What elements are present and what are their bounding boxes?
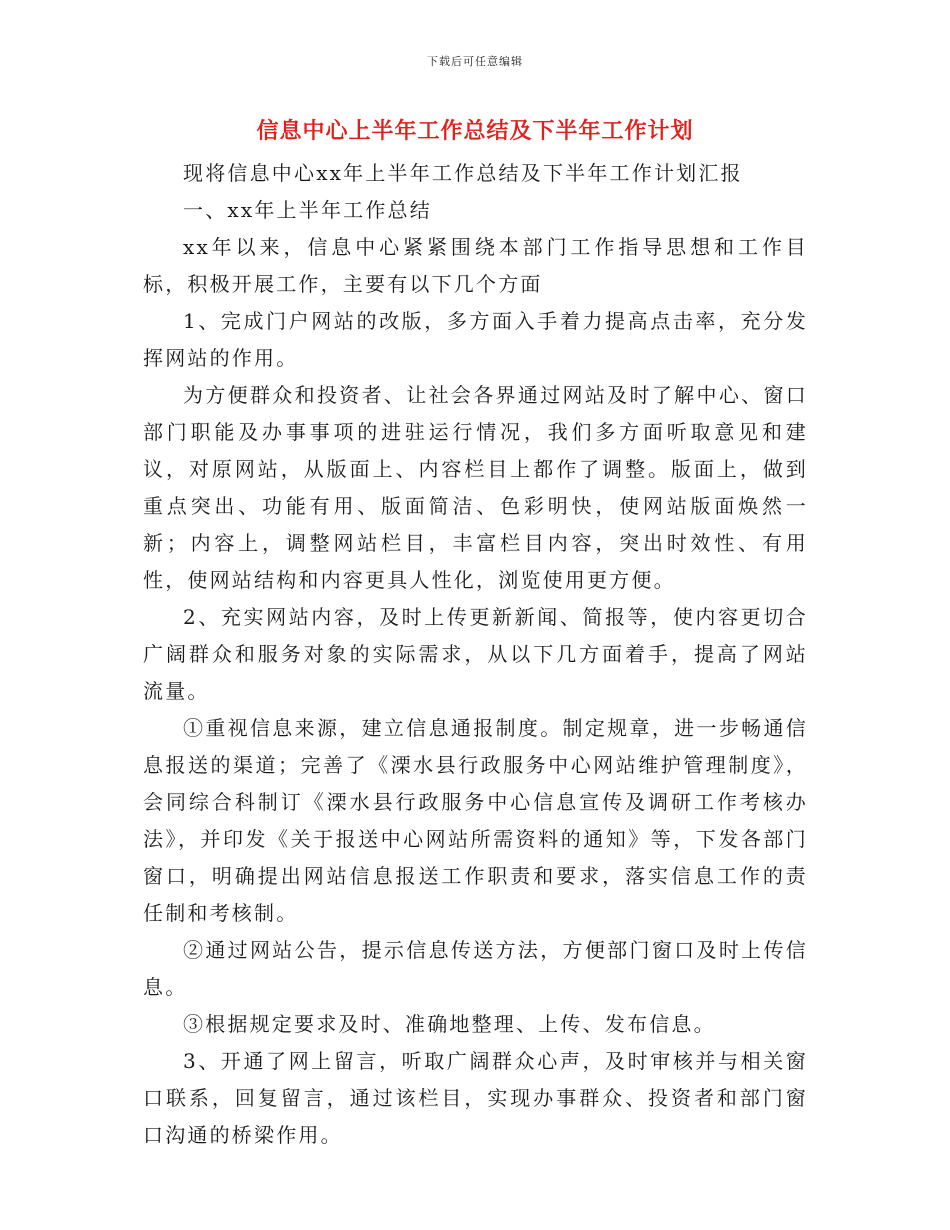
paragraph-subitem-2: ②通过网站公告，提示信息传送方法，方便部门窗口及时上传信息。 bbox=[143, 938, 808, 999]
header-note: 下载后可任意编辑 bbox=[427, 55, 523, 68]
paragraph-item-2: 2、充实网站内容，及时上传更新新闻、简报等，使内容更切合广阔群众和服务对象的实际需求，从以下几方面着手，提高了网站流量。 bbox=[143, 605, 808, 703]
section-heading: 一、xx年上半年工作总结 bbox=[183, 198, 432, 222]
paragraph-item-1: 1、完成门户网站的改版，多方面入手着力提高点击率，充分发挥网站的作用。 bbox=[143, 309, 808, 370]
paragraph-intro: 现将信息中心xx年上半年工作总结及下半年工作计划汇报 bbox=[183, 161, 743, 185]
paragraph-item-3: 3、开通了网上留言，听取广阔群众心声，及时审核并与相关窗口联系，回复留言，通过该栏目，实现办事群众、投资者和部门窗口沟通的桥梁作用。 bbox=[143, 1049, 808, 1147]
paragraph-subitem-1: ①重视信息来源，建立信息通报制度。制定规章，进一步畅通信息报送的渠道；完善了《溧水县行政服务中心网站维护管理制度》，会同综合科制订《溧水县行政服务中心信息宣传及调研工作考核办法》，并印发《关于报送中心网站所需资料的通知》等，下发各部门窗口，明确提出网站信息报送工作职责和要求，落实信息工作的责任制和考核制。 bbox=[143, 716, 808, 925]
paragraph-subitem-3: ③根据规定要求及时、准确地整理、上传、发布信息。 bbox=[183, 1012, 716, 1036]
paragraph-website-redesign: 为方便群众和投资者、让社会各界通过网站及时了解中心、窗口部门职能及办事事项的进驻运行情况，我们多方面听取意见和建议，对原网站，从版面上、内容栏目上都作了调整。版面上，做到重点突出、功能有用、版面简洁、色彩明快，使网站版面焕然一新；内容上，调整网站栏目，丰富栏目内容，突出时效性、有用性，使网站结构和内容更具人性化，浏览使用更方便。 bbox=[143, 383, 808, 592]
paragraph-overview: xx年以来，信息中心紧紧围绕本部门工作指导思想和工作目标，积极开展工作，主要有以下几个方面 bbox=[143, 235, 808, 296]
document-title: 信息中心上半年工作总结及下半年工作计划 bbox=[256, 119, 694, 144]
document-body bbox=[143, 155, 808, 1154]
